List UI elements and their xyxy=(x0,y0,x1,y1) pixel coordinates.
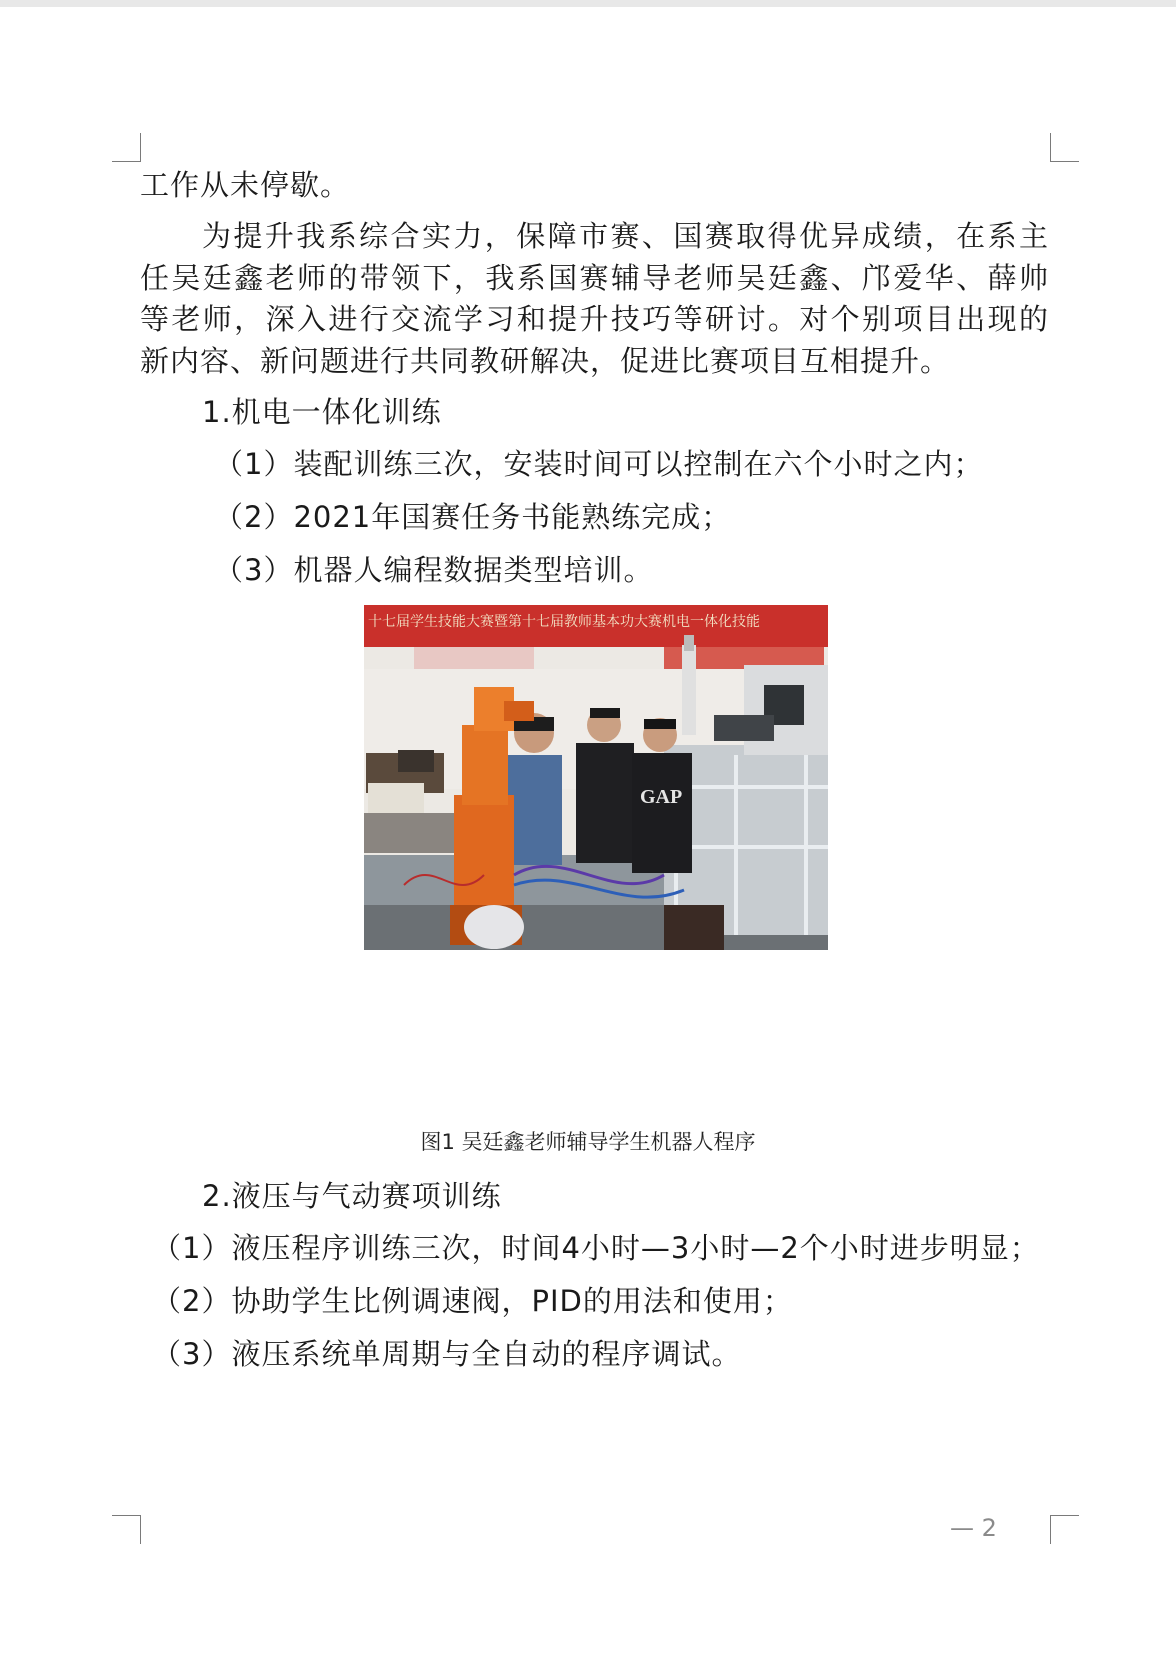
crop-mark-top-left xyxy=(112,133,141,162)
banner-text: 十七届学生技能大赛暨第十七届教师基本功大赛机电一体化技能 xyxy=(368,613,760,629)
crop-mark-bottom-left xyxy=(112,1515,141,1544)
crop-mark-top-right xyxy=(1050,133,1079,162)
svg-text:GAP: GAP xyxy=(640,786,683,808)
section1-item-2: （2）2021年国赛任务书能熟练完成； xyxy=(214,500,732,534)
section1-heading: 1.机电一体化训练 xyxy=(202,395,442,429)
page-number: — 2 xyxy=(950,1514,997,1542)
top-edge xyxy=(0,0,1176,7)
paragraph-line-4: 新内容、新问题进行共同教研解决，促进比赛项目互相提升。 xyxy=(140,344,951,378)
continuation-line: 工作从未停歇。 xyxy=(140,168,351,202)
section2-heading: 2.液压与气动赛项训练 xyxy=(202,1179,502,1213)
training-photo xyxy=(364,605,828,950)
paragraph-line-1: 为提升我系综合实力，保障市赛、国赛取得优异成绩，在系主 xyxy=(202,219,1049,253)
section2-item-3: （3）液压系统单周期与全自动的程序调试。 xyxy=(152,1337,742,1371)
section2-item-2: （2）协助学生比例调速阀，PID的用法和使用； xyxy=(152,1284,793,1318)
paragraph-line-3: 等老师，深入进行交流学习和提升技巧等研讨。对个别项目出现的 xyxy=(140,302,1049,336)
paragraph-line-2: 任吴廷鑫老师的带领下，我系国赛辅导老师吴廷鑫、邝爱华、薛帅 xyxy=(140,261,1049,295)
section1-item-3: （3）机器人编程数据类型培训。 xyxy=(214,553,654,587)
section2-item-1: （1）液压程序训练三次，时间4小时—3小时—2个小时进步明显； xyxy=(152,1231,1040,1265)
figure-caption: 图1 吴廷鑫老师辅导学生机器人程序 xyxy=(420,1130,756,1154)
crop-mark-bottom-right xyxy=(1050,1515,1079,1544)
section1-item-1: （1）装配训练三次，安装时间可以控制在六个小时之内； xyxy=(214,447,984,481)
